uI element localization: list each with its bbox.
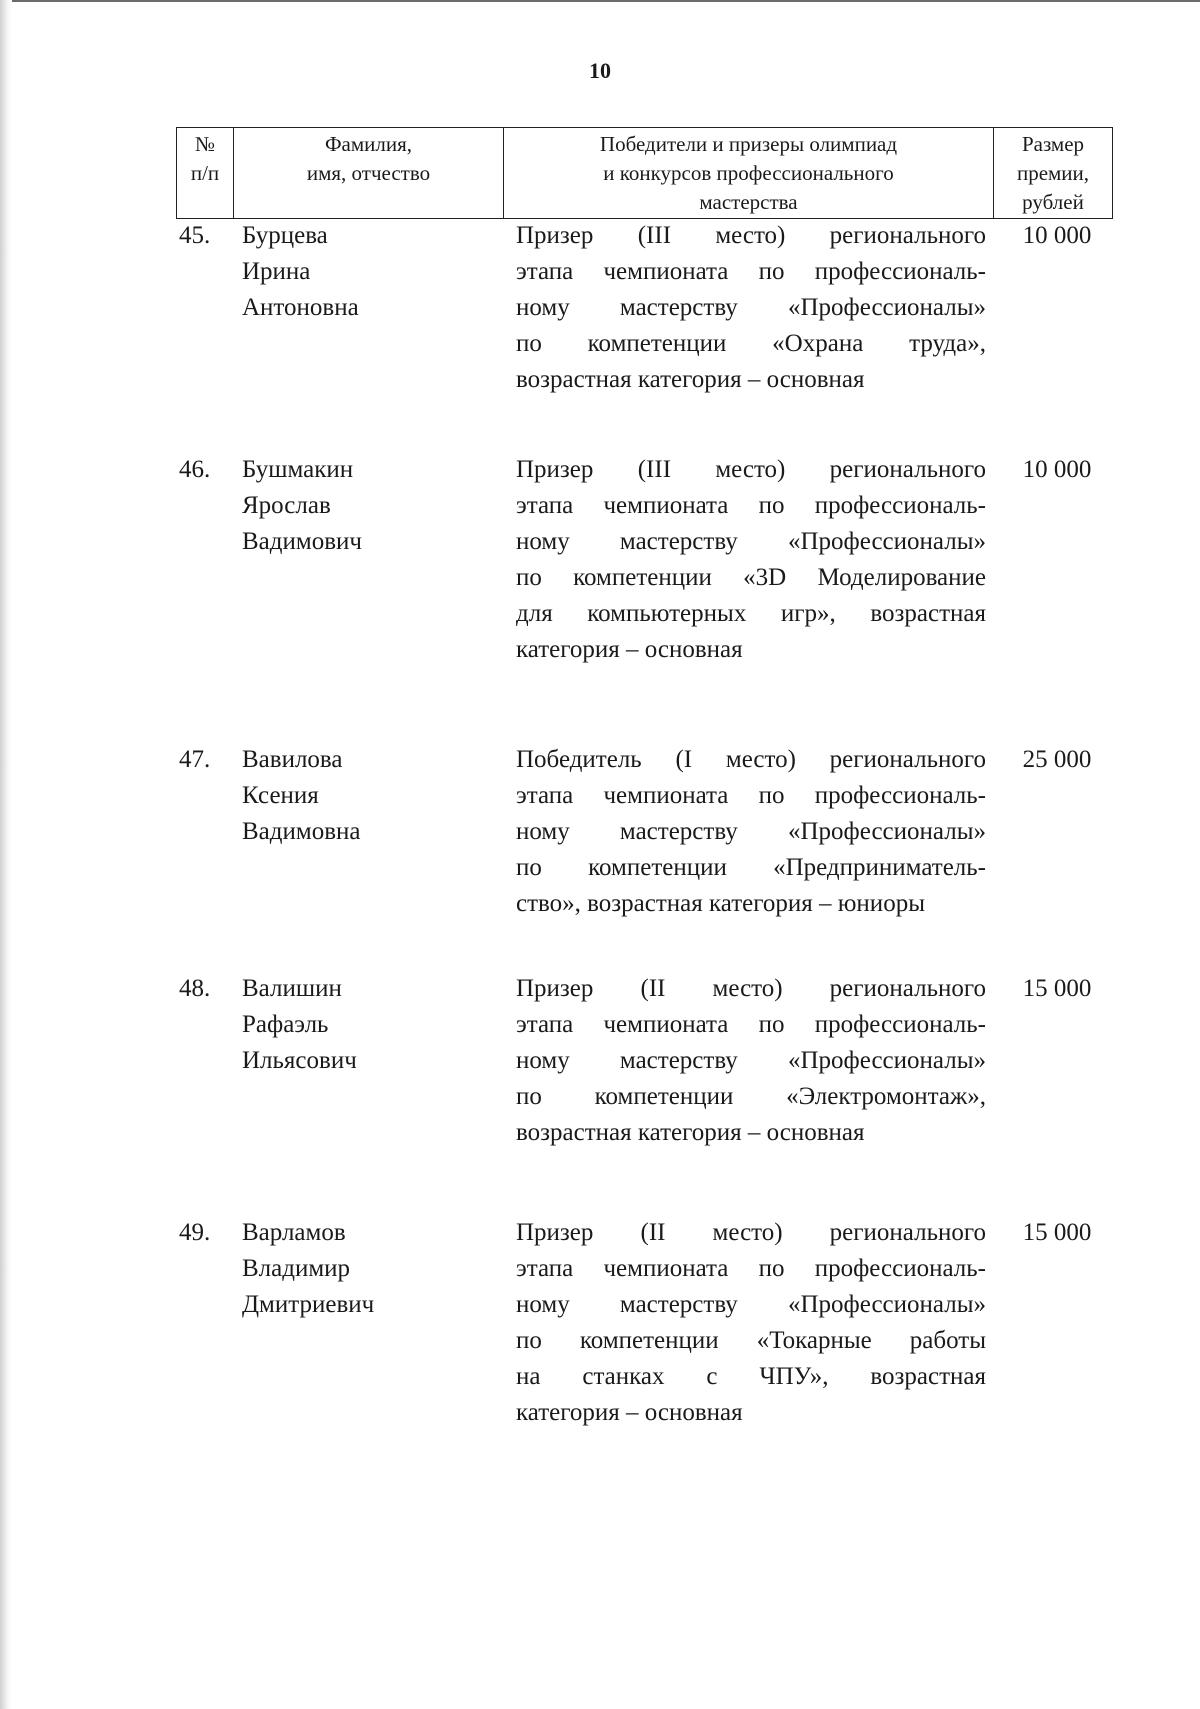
patronymic: Дмитриевич — [242, 1291, 375, 1318]
surname: Варламов — [242, 1219, 346, 1246]
desc-line: по компетенции «Электромонтаж», — [516, 1083, 986, 1110]
desc-line: этапа чемпионата по профессиональ- — [516, 1011, 986, 1038]
patronymic: Ильясович — [242, 1047, 357, 1074]
achievement-description — [516, 971, 986, 1151]
surname: Валишин — [242, 975, 342, 1002]
prize-amount: 10 000 — [1022, 222, 1092, 249]
desc-line: Победитель (I место) регионального — [516, 746, 986, 773]
prize-amount: 25 000 — [1022, 746, 1092, 773]
desc-line: Призер (II место) регионального — [516, 975, 986, 1002]
patronymic: Вадимович — [242, 528, 362, 555]
desc-line: для компьютерных игр», возрастная — [516, 600, 986, 627]
row-number: 48. — [179, 975, 211, 1002]
top-border-line — [0, 0, 1200, 2]
desc-line: категория – основная — [516, 636, 743, 663]
desc-line: ство», возрастная категория – юниоры — [516, 890, 925, 917]
header-desc-line: и конкурсов профессионального — [603, 161, 894, 185]
surname: Вавилова — [242, 746, 343, 773]
desc-line: ному мастерству «Профессионалы» — [516, 528, 986, 555]
header-desc-line: мастерства — [699, 190, 798, 214]
table-header — [176, 127, 1113, 219]
achievement-description — [516, 1215, 986, 1431]
first-name: Владимир — [242, 1255, 351, 1282]
page-number: 10 — [589, 58, 611, 83]
desc-line: по компетенции «Предприниматель- — [516, 854, 986, 881]
person-name — [242, 218, 492, 326]
header-name — [234, 128, 504, 218]
header-name-line: Фамилия, — [324, 132, 413, 156]
first-name: Ирина — [242, 258, 311, 285]
patronymic: Вадимовна — [242, 818, 361, 845]
surname: Бушмакин — [242, 456, 354, 483]
patronymic: Антоновна — [242, 294, 359, 321]
person-name — [242, 452, 492, 560]
first-name: Рафаэль — [242, 1011, 329, 1038]
prize-amount: 15 000 — [1022, 1219, 1092, 1246]
desc-line: категория – основная — [516, 1399, 743, 1426]
desc-line: ному мастерству «Профессионалы» — [516, 818, 986, 845]
header-num-line: № — [194, 132, 216, 156]
header-prize-line: Размер — [1021, 132, 1085, 156]
prize-amount: 10 000 — [1022, 456, 1092, 483]
desc-line: Призер (II место) регионального — [516, 1219, 986, 1246]
surname: Бурцева — [242, 222, 328, 249]
scan-edge-shadow — [0, 0, 12, 1709]
desc-line: этапа чемпионата по профессиональ- — [516, 492, 986, 519]
header-desc-line: Победители и призеры олимпиад — [599, 132, 898, 156]
desc-line: по компетенции «Охрана труда», — [516, 330, 986, 357]
header-name-line: имя, отчество — [306, 161, 431, 185]
header-desc — [504, 128, 994, 218]
desc-line: возрастная категория – основная — [516, 366, 865, 393]
header-prize-line: рублей — [1022, 190, 1084, 214]
achievement-description — [516, 742, 986, 922]
desc-line: ному мастерству «Профессионалы» — [516, 294, 986, 321]
first-name: Ксения — [242, 782, 319, 809]
desc-line: на станках с ЧПУ», возрастная — [516, 1363, 986, 1390]
header-prize — [994, 128, 1112, 218]
person-name — [242, 742, 492, 850]
desc-line: Призер (III место) регионального — [516, 456, 986, 483]
achievement-description — [516, 452, 986, 668]
header-num-line: п/п — [190, 161, 220, 185]
person-name — [242, 971, 492, 1079]
desc-line: по компетенции «3D Моделирование — [516, 564, 986, 591]
row-number: 46. — [179, 456, 211, 483]
row-number: 47. — [179, 746, 211, 773]
achievement-description — [516, 218, 986, 398]
row-number: 45. — [179, 222, 211, 249]
prize-amount: 15 000 — [1022, 975, 1092, 1002]
desc-line: возрастная категория – основная — [516, 1119, 865, 1146]
row-number: 49. — [179, 1219, 211, 1246]
desc-line: этапа чемпионата по профессиональ- — [516, 1255, 986, 1282]
person-name — [242, 1215, 492, 1323]
first-name: Ярослав — [242, 492, 331, 519]
desc-line: ному мастерству «Профессионалы» — [516, 1291, 986, 1318]
desc-line: Призер (III место) регионального — [516, 222, 986, 249]
desc-line: ному мастерству «Профессионалы» — [516, 1047, 986, 1074]
header-num — [177, 128, 234, 218]
header-prize-line: премии, — [1016, 161, 1090, 185]
desc-line: этапа чемпионата по профессиональ- — [516, 258, 986, 285]
desc-line: этапа чемпионата по профессиональ- — [516, 782, 986, 809]
desc-line: по компетенции «Токарные работы — [516, 1327, 986, 1354]
